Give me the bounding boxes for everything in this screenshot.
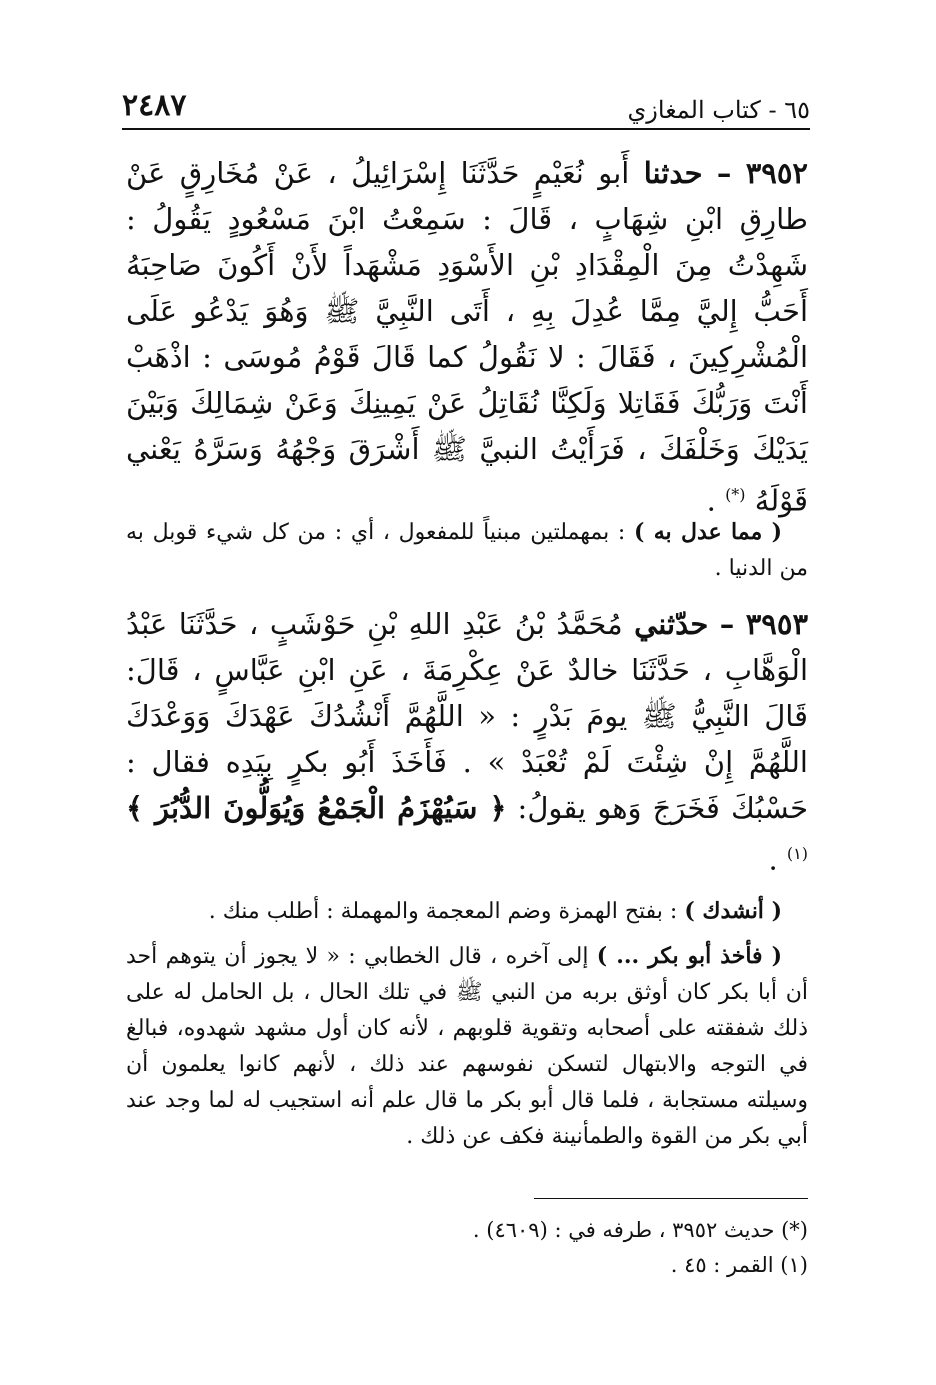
hadith-end: .: [768, 842, 787, 877]
page-number: ٢٤٨٧: [122, 88, 187, 123]
note-text: : بفتح الهمزة وضم المعجمة والمهملة : أطلب منك .: [208, 898, 685, 924]
hadith-end: .: [706, 483, 726, 518]
hadith-number: ٣٩٥٣: [745, 607, 809, 641]
page-header: [122, 88, 810, 126]
hadith-text: مُحَمَّدُ بْنُ عَبْدِ اللهِ بْنِ حَوْشَبٍ ، حَدَّثَنَا عَبْدُ الْوَهَّابِ ، حَدَّثَنَا خالدٌ عَنْ عِكْرِمَةَ ، عَنِ ابْنِ عَبَّاسٍ ، قَالَ: قَالَ النَّبِيُّ ﷺ يومَ بَدْرٍ : « اللَّهُمَّ أَنْشُدُكَ عَهْدَكَ وَوَعْدَكَ اللَّهُمَّ إِنْ شِئْتَ لَمْ تُعْبَدْ » . فَأَخَذَ أَبُو بكرٍ بِيَدِه فقال : حَسْبُكَ فَخَرَجَ وَهو يقولُ:: [126, 607, 808, 825]
footnote-marker: (١): [786, 844, 808, 863]
note-term: ( مما عدل به ): [634, 519, 782, 545]
commentary-note: [126, 938, 808, 1155]
footnote: (١) القمر : ٤٥ .: [670, 1253, 808, 1277]
note-text: : بمهملتين مبنياً للمفعول ، أي : من كل شيء قوبل به من الدنيا .: [126, 520, 808, 581]
hadith-number: ٣٩٥٢: [745, 156, 808, 190]
hadith-lead: حدثنا: [643, 156, 703, 190]
chapter-title: ٦٥ - كتاب المغازي: [627, 96, 810, 124]
header-rule: [122, 128, 810, 130]
footnote: (*) حديث ٣٩٥٢ ، طرفه في : (٤٦٠٩) .: [472, 1218, 808, 1242]
hadith-dash: –: [719, 607, 735, 641]
footnote-rule: [534, 1198, 808, 1199]
note-text: إلى آخره ، قال الخطابي : « لا يجوز أن يتوهم أحد أن أبا بكر كان أوثق بربه من النبي ﷺ في تلك الحال ، بل الحامل له على ذلك شفقته على أصحابه وتقوية قلوبهم ، لأنه كان أول مشهد شهدوه، فبالغ في التوجه والابتهال لتسكن نفوسهم عند ذلك ، لأنهم كانوا يعلمون أن وسيلته مستجابة ، فلما قال أبو بكر ما قال علم أنه استجيب له لما وجد عند أبي بكر من القوة والطمأنينة فكف عن ذلك .: [126, 943, 808, 1149]
quran-verse: ﴿ سَيُهْزَمُ الْجَمْعُ وَيُوَلُّونَ الدُّبُرَ ﴾: [126, 791, 507, 825]
hadith-3952: [126, 150, 808, 518]
hadith-text: أَبو نُعَيْمٍ حَدَّثَنَا إِسْرَائِيلُ ، عَنْ مُخَارِقٍ عَنْ طارِقِ ابْنِ شِهَابٍ ، قَالَ : سَمِعْتُ ابْنَ مَسْعُودٍ يَقُولُ : شَهِدْتُ مِنَ الْمِقْدَادِ بْنِ الأَسْوَدِ مَشْهَداً لأَنْ أَكُونَ صَاحِبَهُ أَحَبُّ إِليَّ مِمَّا عُدِلَ بِهِ ، أَتَى النَّبِيَّ ﷺ وَهُوَ يَدْعُو عَلَى الْمُشْرِكِينَ ، فَقَالَ : لا نَقُولُ كما قَالَ قَوْمُ مُوسَى : اذْهَبْ أَنْتَ وَرَبُّكَ فَقَاتِلا وَلَكِنَّا نُقَاتِلُ عَنْ يَمِينِكَ وَعَنْ شِمَالِكَ وَبَيْنَ يَدَيْكَ وَخَلْفَكَ ، فَرَأَيْتُ النبيَّ ﷺ أَشْرَقَ وَجْهُهُ وَسَرَّهُ يَعْني قَوْلَهُ: [126, 156, 808, 518]
footnote-marker: (*): [725, 485, 746, 504]
footnotes: [208, 1213, 808, 1283]
hadith-3953: [126, 601, 808, 883]
commentary-note: [126, 893, 808, 930]
commentary-note: [126, 514, 808, 587]
hadith-dash: –: [716, 156, 732, 190]
note-term: ( فأخذ أبو بكر ... ): [596, 942, 782, 969]
note-term: ( أنشدك ): [684, 897, 782, 924]
page-body: [126, 150, 808, 1155]
hadith-lead: حدّثني: [634, 607, 709, 641]
